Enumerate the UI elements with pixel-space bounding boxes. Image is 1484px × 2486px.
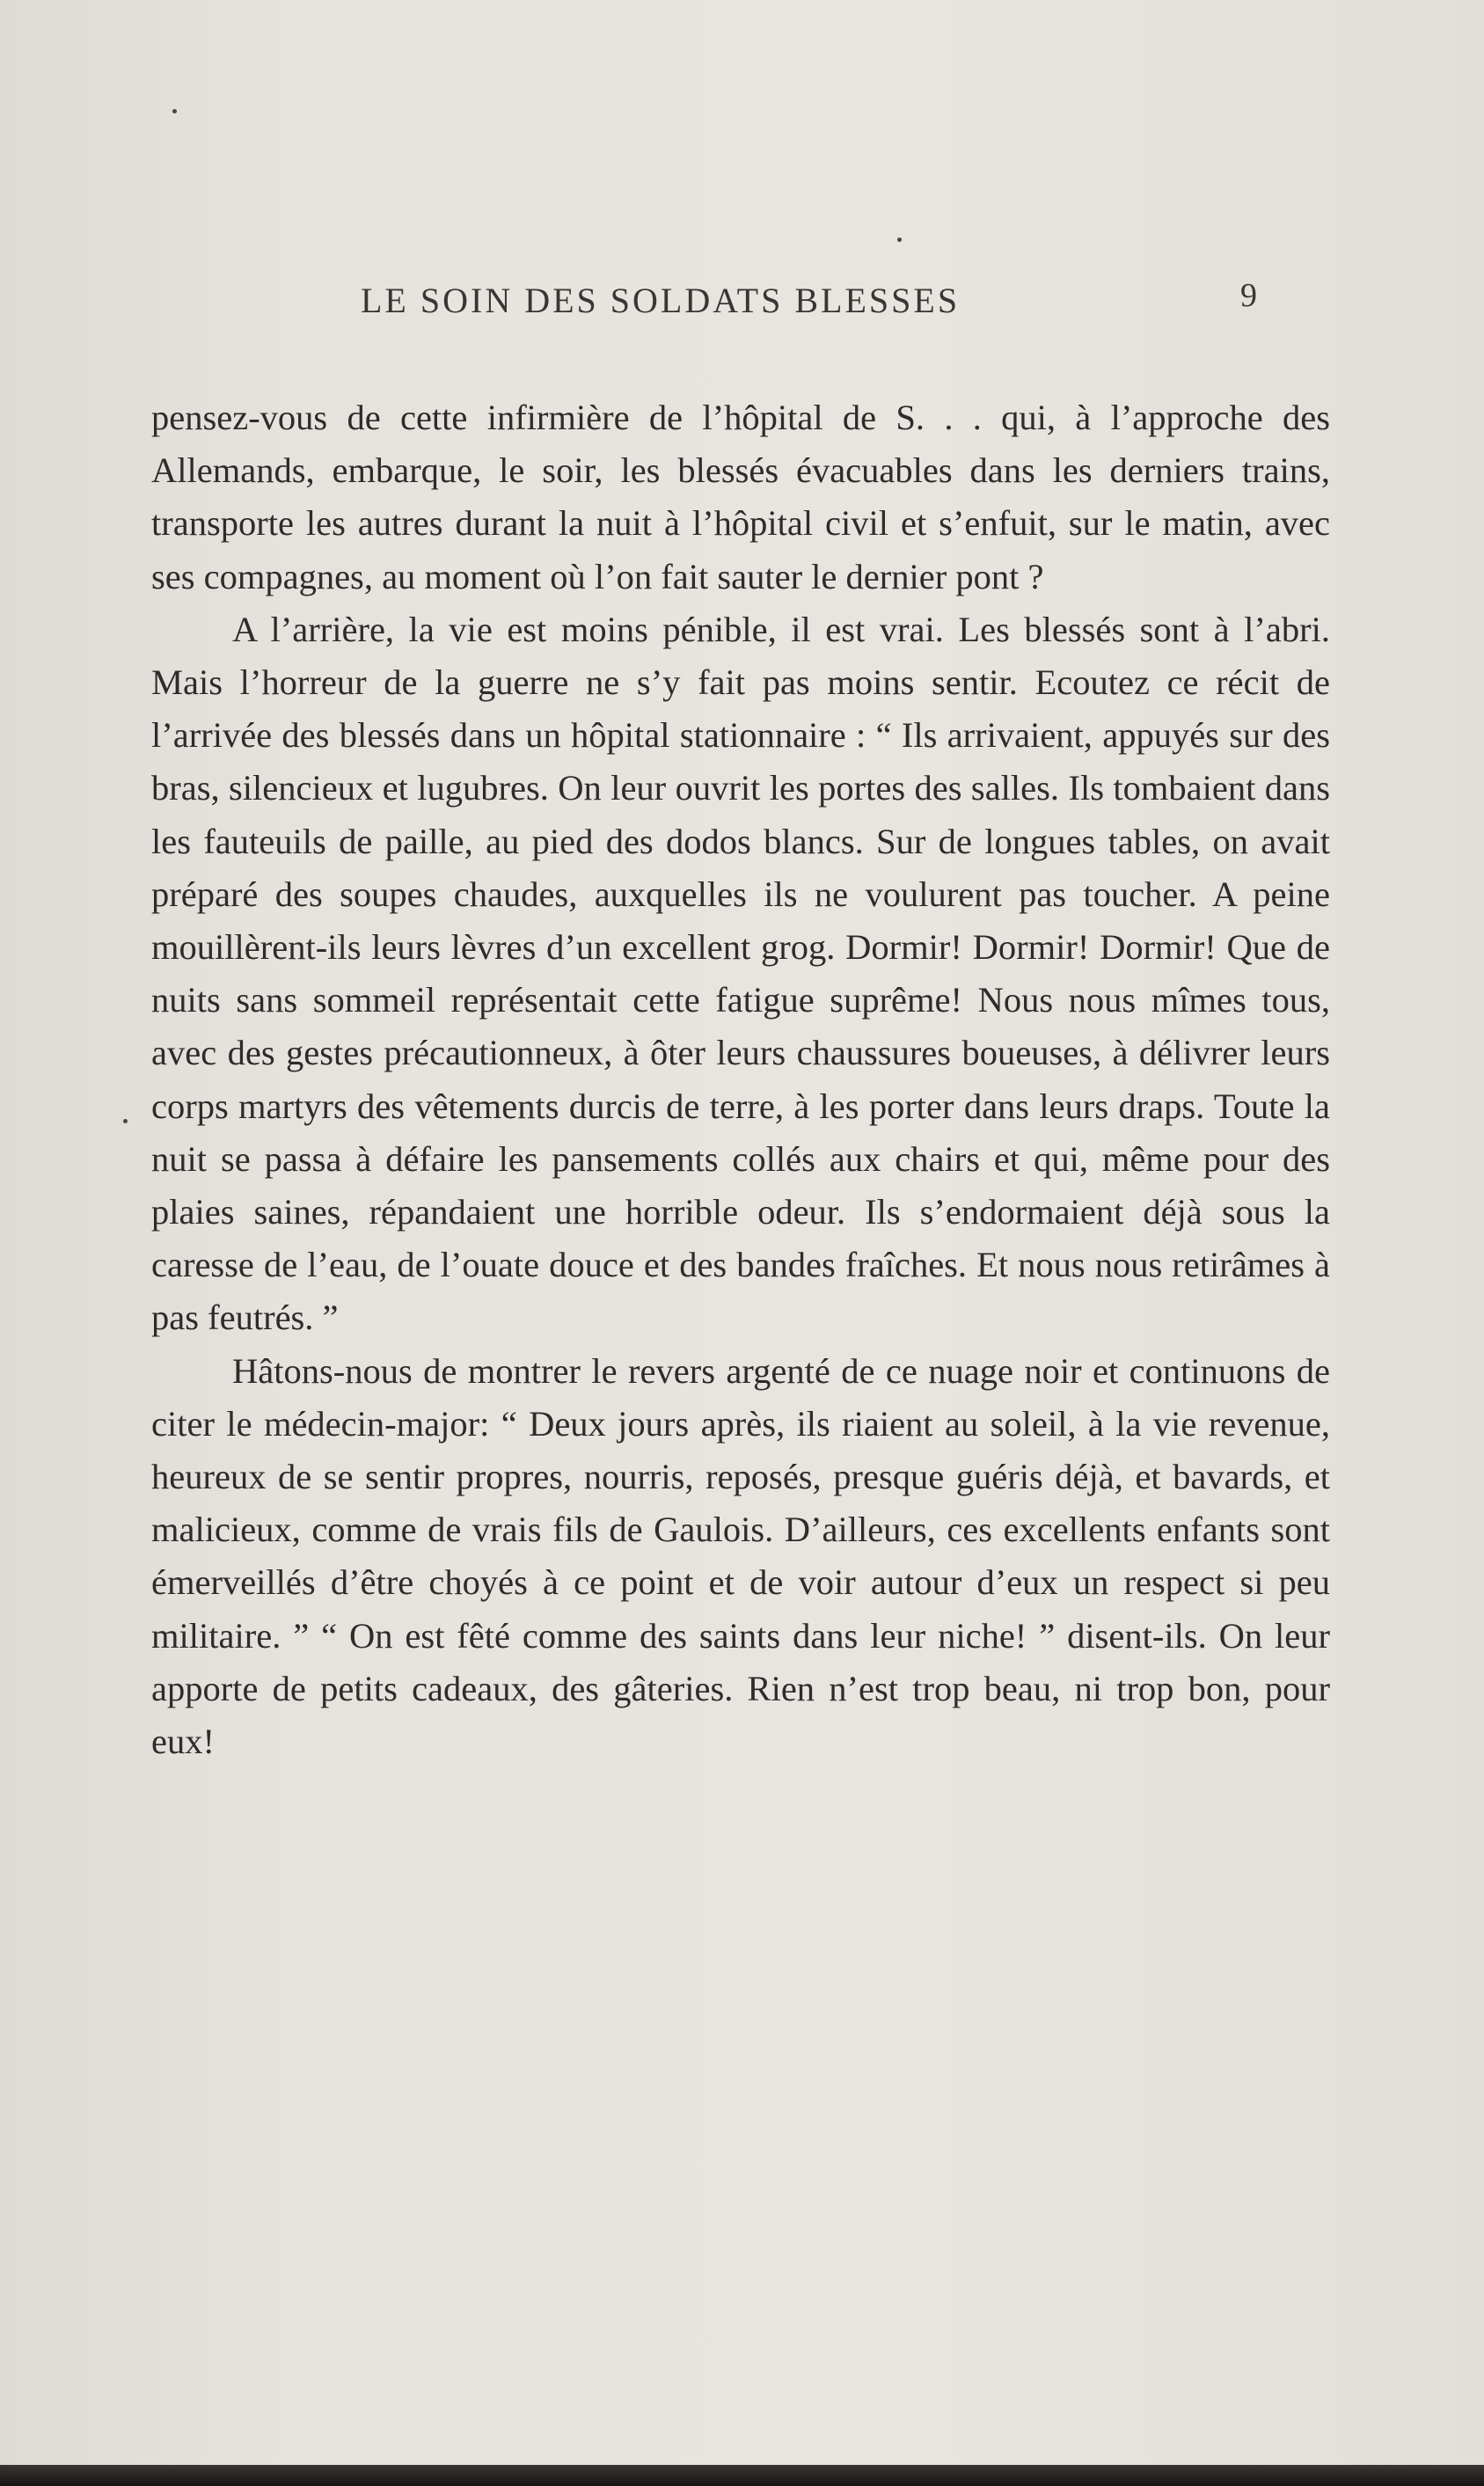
paragraph-2: A l’arrière, la vie est moins pénible, il est vrai. Les blessés sont à l’abri. Mais l’horreur de la guerre ne s’y fait pas moins sentir. Ecoutez ce récit de l’arrivée des blessés dans un hôpital stationnaire : “ Ils arrivaient, appuyés sur des bras, silencieux et lugubres. On leur ouvrit les portes des salles. Ils tombaient dans les fauteuils de paille, au pied des dodos blancs. Sur de longues tables, on avait préparé des soupes chaudes, auxquelles ils ne voulurent pas toucher. A peine mouillèrent-ils leurs lèvres d’un excellent grog. Dormir! Dormir! Dormir! Que de nuits sans sommeil représentait cette fatigue suprême! Nous nous mîmes tous, avec des gestes précautionneux, à ôter leurs chaussures boueuses, à délivrer leurs corps martyrs des vêtements durcis de terre, à les porter dans leurs draps. Toute la nuit se passa à défaire les pansements collés aux chairs et qui, même pour des plaies saines, répandaient une horrible odeur. Ils s’endormaient déjà sous la caresse de l’eau, de l’ouate douce et des bandes fraîches. Et nous nous retirâmes à pas feutrés. ” <box>151 609 1330 1338</box>
paragraph-3: Hâtons-nous de montrer le revers argenté de ce nuage noir et continuons de citer le médecin-major: “ Deux jours après, ils riaient au soleil, à la vie revenue, heureux de se sentir propres, nourris, reposés, presque guéris déjà, et bavards, et malicieux, comme de vrais fils de Gaulois. D’ailleurs, ces excellents enfants sont émerveillés d’être choyés à ce point et de voir autour d’eux un respect si peu militaire. ” “ On est fêté comme des saints dans leur niche! ” disent-ils. On leur apporte de petits cadeaux, des gâteries. Rien n’est trop beau, ni trop bon, pour eux! <box>151 1350 1330 1762</box>
body-text <box>151 391 1330 1768</box>
page-number: 9 <box>1240 277 1257 314</box>
scan-edge-shadow <box>0 2465 1484 2486</box>
page-header <box>0 277 1484 333</box>
paragraph-1: pensez-vous de cette infirmière de l’hôpital de S. . . qui, à l’approche des Allemands, embarque, le soir, les blessés évacuables dans les derniers trains, transporte les autres durant la nuit à l’hôpital civil et s’enfuit, sur le matin, avec ses compagnes, au moment où l’on fait sauter le dernier pont ? <box>151 398 1330 596</box>
running-title: LE SOIN DES SOLDATS BLESSES <box>361 281 961 320</box>
